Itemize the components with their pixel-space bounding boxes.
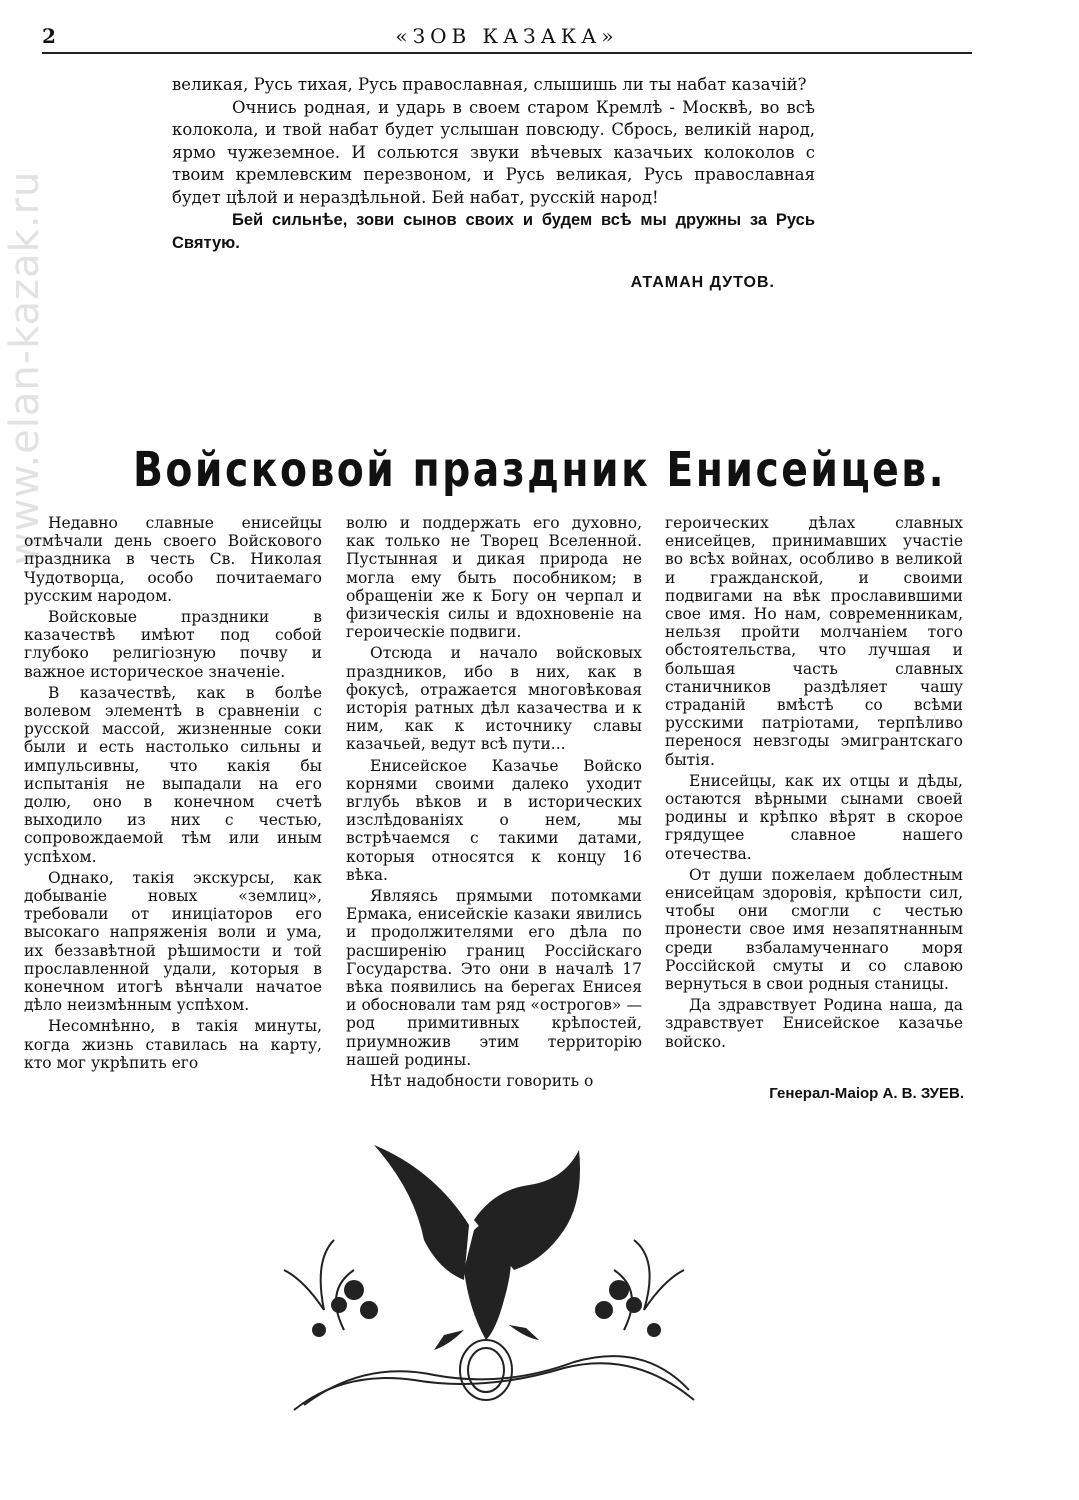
appeal-signature: АТАМАН ДУТОВ.: [630, 274, 775, 291]
article-paragraph: Енисейцы, как их отцы и дѣды, остаются вѣрными сынами своей родины и крѣпко вѣрят в скорое грядущее славное нашего отечества.: [665, 771, 963, 863]
article-paragraph: В казачествѣ, как в болѣе волевом элементѣ в сравненіи с русской массой, жизненные соки были и есть настолько сильны и импульсивны, что какія бы испытанія не выпадали на его долю, оно в конечном счетѣ выходило из них с честью, сопровождаемой тѣм или иным успѣхом.: [24, 683, 322, 866]
watermark: www.elan-kazak.ru: [2, 170, 48, 565]
article-paragraph: героических дѣлах славных енисейцев, принимавших участіе во всѣх войнах, особливо в великой и гражданской, и своими подвигами на вѣк прославившими свое имя. Но нам, современникам, нельзя пройти молчаніем того обстоятельства, что лучшая и большая часть славных станичников раздѣляет чашу страданій вмѣстѣ со всѣми русскими патріотами, терпѣливо перенося невзгоды эмигрантскаго бытія.: [665, 514, 963, 769]
article-paragraph: Отсюда и начало войсковых праздников, ибо в них, как в фокусѣ, отражается многовѣковая исторія ратных дѣл казачества и к ним, как к источнику славы казачьей, ведут всѣ пути...: [346, 644, 642, 754]
article-signature: Генерал-Маіор А. В. ЗУЕВ.: [769, 1085, 964, 1102]
appeal-closing: Бей сильнѣе, зови сынов своих и будем всѣ мы дружны за Русь Святую.: [172, 211, 815, 252]
article-paragraph: От души пожелаем доблестным енисейцам здоровія, крѣпости сил, чтобы они смогли с честью пронести свое имя незапятнанным среди взбаламученнаго моря Россійской смуты и со славою вернуться в свои родныя станицы.: [665, 865, 963, 994]
article-paragraph: волю и поддержать его духовно, как только не Творец Вселенной. Пустынная и дикая природа не могла ему быть пособником; в обращеніи же к Богу он черпал и физическія силы и вдохновеніе на героическіе подвиги.: [346, 514, 642, 642]
appeal-paragraph: Очнись родная, и ударь в своем старом Кремлѣ - Москвѣ, во всѣ колокола, и твой набат будет услышан повсюду. Сбрось, великій народ, ярмо чужеземное. И сольются звуки вѣчевых казачьих колоколов с твоим кремлевским перезвоном, и Русь великая, Русь православная будет цѣлой и нераздѣльной. Бей набат, русскій народ!: [172, 97, 815, 207]
page-number: 2: [42, 24, 56, 48]
article-column-3: [665, 514, 963, 1054]
article-column-2: [346, 514, 642, 1093]
article-paragraph: Однако, такія экскурсы, как добываніе новых «землиц», требовали от иниціаторов его высокаго напряженія воли и ума, их беззавѣтной рѣшимости и той прославленной удали, которыя в конечном итогѣ вѣнчали начатое дѣло неизмѣнным успѣхом.: [24, 868, 322, 1015]
appeal-paragraph: великая, Русь тихая, Русь православная, слышишь ли ты набат казачій?: [172, 75, 807, 94]
article-paragraph: Несомнѣнно, в такія минуты, когда жизнь ставилась на карту, кто мог укрѣпить его: [24, 1017, 322, 1072]
article-paragraph: Да здравствует Родина наша, да здравствует Енисейское казачье войско.: [665, 996, 963, 1051]
article-headline: Войсковой праздник Енисейцев.: [132, 442, 947, 498]
article-paragraph: Недавно славные енисейцы отмѣчали день своего Войскового праздника в честь Св. Николая Чудотворца, особо почитаемаго русским народом.: [24, 514, 322, 605]
article-column-1: [24, 514, 322, 1075]
header-rule: [42, 52, 972, 54]
page-header: [42, 22, 972, 56]
article-paragraph: Енисейское Казачье Войско корнями своими далеко уходит вглубь вѣков и в исторических изслѣдованіях о нем, мы встрѣчаемся с такими датами, которыя относятся к концу 16 вѣка.: [346, 756, 642, 884]
appeal-text: [172, 74, 815, 254]
newspaper-title: «ЗОВ КАЗАКА»: [395, 24, 619, 48]
article-paragraph: Являясь прямыми потомками Ермака, енисейскіе казаки явились и продолжителями его дѣла по расширенію границ Россійскаго Государства. Это они в началѣ 17 вѣка появились на берегах Енисея и обосновали там ряд «острогов» — род примитивных крѣпостей, приумножив этим территорію нашей родины.: [346, 887, 642, 1069]
eagle-icon: [264, 1130, 709, 1425]
article-paragraph: Войсковые праздники в казачествѣ имѣют под собой глубоко религіозную почву и важное историческое значеніе.: [24, 608, 322, 681]
article-paragraph: Нѣт надобности говорить о: [370, 1072, 594, 1091]
